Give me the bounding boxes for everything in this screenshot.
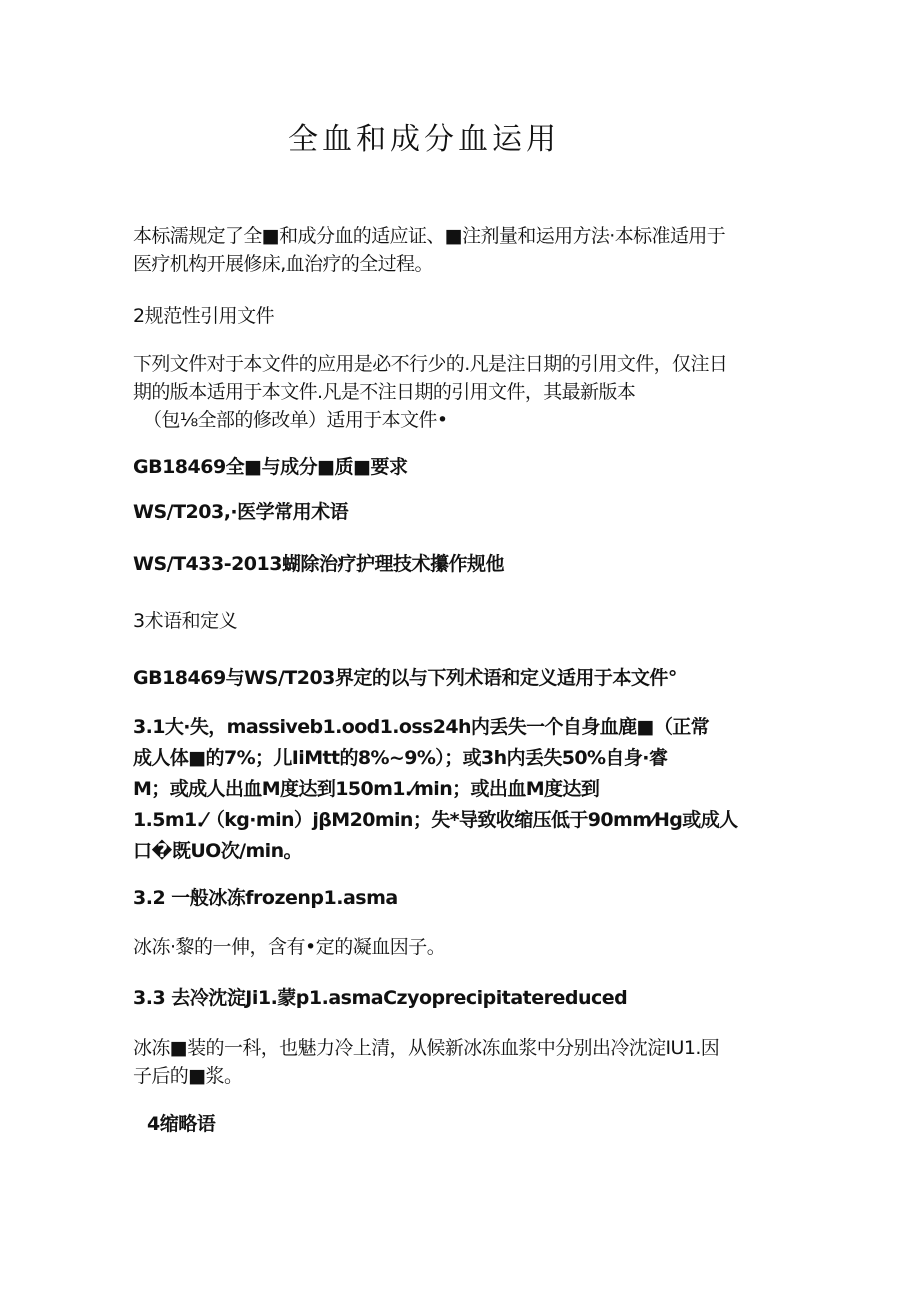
reference-ws-t433: WS/T433-2013蝴除治疗护理技术攥作规他: [133, 553, 504, 575]
section-heading-terms: 3术语和定义: [133, 610, 238, 632]
text-line: 3.1大·失，massiveb1.ood1.oss24h内丢失一个自身血鹿■（正常: [133, 716, 710, 738]
text-line: 口�既UO次/min。: [133, 840, 302, 862]
text-line: 下列文件对于本文件的应用是必不行少的.凡是注日期的引用文件，仅注日: [133, 353, 728, 375]
text-line: M；或成人出血M度达到150m1.⁄min；或出血M度达到: [133, 778, 600, 800]
definition-3-3-body: [133, 1034, 793, 1090]
text-line: 期的版本适用于本文件.凡是不注日期的引用文件，其最新版本: [133, 381, 636, 403]
scope-paragraph: [133, 222, 793, 278]
page-title: 全血和成分血运用: [288, 122, 560, 157]
text-line: 本标濡规定了全■和成分血的适应证、■注剂量和运用方法·本标准适用于: [133, 225, 726, 247]
definition-3-3-term: 3.3 去冷沈淀Ji1.蒙p1.asmaCzyoprecipitatereduced: [133, 987, 628, 1009]
references-intro-paragraph: [133, 350, 793, 434]
reference-ws-t203: WS/T203,·医学常用术语: [133, 501, 349, 523]
text-line: 子后的■浆。: [133, 1065, 243, 1087]
text-line: 1.5m1.⁄（kg·min）jβM20min；失*导致收缩压低于90mm⁄Hg或成人: [133, 809, 738, 831]
section-heading-abbreviations: 4缩略语: [147, 1113, 216, 1135]
definition-3-2-body: 冰冻·黎的一伸，含有•定的凝血因子。: [133, 936, 446, 958]
reference-gb18469: GB18469全■与成分■质■要求: [133, 456, 408, 478]
section-heading-normative-references: 2规范性引用文件: [133, 305, 275, 327]
text-line: 医疗机构开展修床,血治疗的全过程。: [133, 253, 433, 275]
text-line: （包⅛全部的修改单）适用于本文件•: [143, 409, 448, 431]
text-line: 冰冻■装的一科，也魅力冷上清，从候新冰冻血浆中分别出冷沈淀IU1.因: [133, 1037, 720, 1059]
definition-3-1: [133, 712, 793, 867]
text-line: 成人体■的7%；儿IiMtt的8%~9%）；或3h内丢失50%自身·睿: [133, 747, 668, 769]
definition-3-2-term: 3.2 一般冰冻frozenp1.asma: [133, 887, 398, 909]
terms-intro-paragraph: GB18469与WS/T203界定的以与下列术语和定义适用于本文件°: [133, 667, 677, 689]
